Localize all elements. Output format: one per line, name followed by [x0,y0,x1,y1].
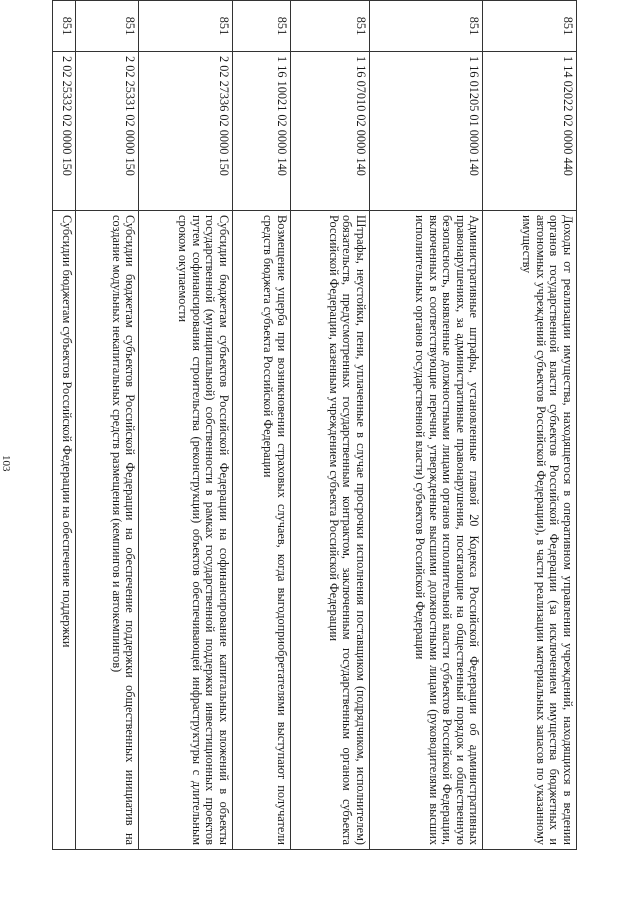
rotated-table-container [52,0,577,850]
description-cell: Административные штрафы, установленные главой 20 Кодекса Российской Федерации об административных правонарушениях, за административные правонарушения, посягающие на общественный порядок и общественную безопасность, выявленные должностными лицами органов исполнительной власти субъектов Российской Федерации, включенных в соответствующие перечни, утвержденные высшими должностными лицами (руководителями высших исполнительных органов государственной власти) субъектов Российской Федерации [369,211,483,850]
description-cell: Штрафы, неустойки, пени, уплаченные в случае просрочки исполнения поставщиком (подрядчиком, исполнителем) обязательств, предусмотренных государственным контрактом, заключенным государственным органом субъекта Российской Федерации, казенным учреждением субъекта Российской Федерации [290,211,369,850]
table-row [76,1,139,850]
budget-code-cell: 1 16 10021 02 0000 140 [232,52,290,211]
admin-code-cell: 851 [369,1,483,52]
budget-code-cell: 1 14 02022 02 0000 440 [483,52,577,211]
budget-code-cell: 2 02 25332 02 0000 150 [53,52,76,211]
table-row [232,1,290,850]
budget-code-cell: 1 16 07010 02 0000 140 [290,52,369,211]
admin-code-cell: 851 [53,1,76,52]
revenue-codes-table [52,0,577,850]
admin-code-cell: 851 [483,1,577,52]
budget-code-cell: 2 02 27336 02 0000 150 [139,52,233,211]
description-cell: Субсидии бюджетам субъектов Российской Федерации на софинансирование капитальных вложений в объекты государственной (муниципальной) собственности в рамках государственной поддержки инвестиционных проектов путем софинансирования строительства (реконструкции) объектов обеспечивающей инфраструктуры с длительным сроком окупаемости [139,211,233,850]
table-row [369,1,483,850]
admin-code-cell: 851 [76,1,139,52]
admin-code-cell: 851 [290,1,369,52]
description-cell: Доходы от реализации имущества, находящегося в оперативном управлении учреждений, находящихся в ведении органов государственной власти субъектов Российской Федерации (за исключением имущества бюджетных и автономных учреждений субъектов Российской Федерации), в части реализации материальных запасов по указанному имуществу [483,211,577,850]
table-row [290,1,369,850]
admin-code-cell: 851 [139,1,233,52]
description-cell: Возмещение ущерба при возникновении страховых случаев, когда выгодоприобретателями выступают получатели средств бюджета субъекта Российской Федерации [232,211,290,850]
description-cell: Субсидии бюджетам субъектов Российской Федерации на обеспечение поддержки [53,211,76,850]
table-row [483,1,577,850]
table-row [139,1,233,850]
admin-code-cell: 851 [232,1,290,52]
description-cell: Субсидии бюджетам субъектов Российской Федерации на обеспечение поддержки общественных инициатив на создание модульных некапитальных средств размещения (кемпингов и автокемпингов) [76,211,139,850]
table-row [53,1,76,850]
budget-code-cell: 1 16 01205 01 0000 140 [369,52,483,211]
page-number: 103 [0,455,12,472]
budget-code-cell: 2 02 25331 02 0000 150 [76,52,139,211]
